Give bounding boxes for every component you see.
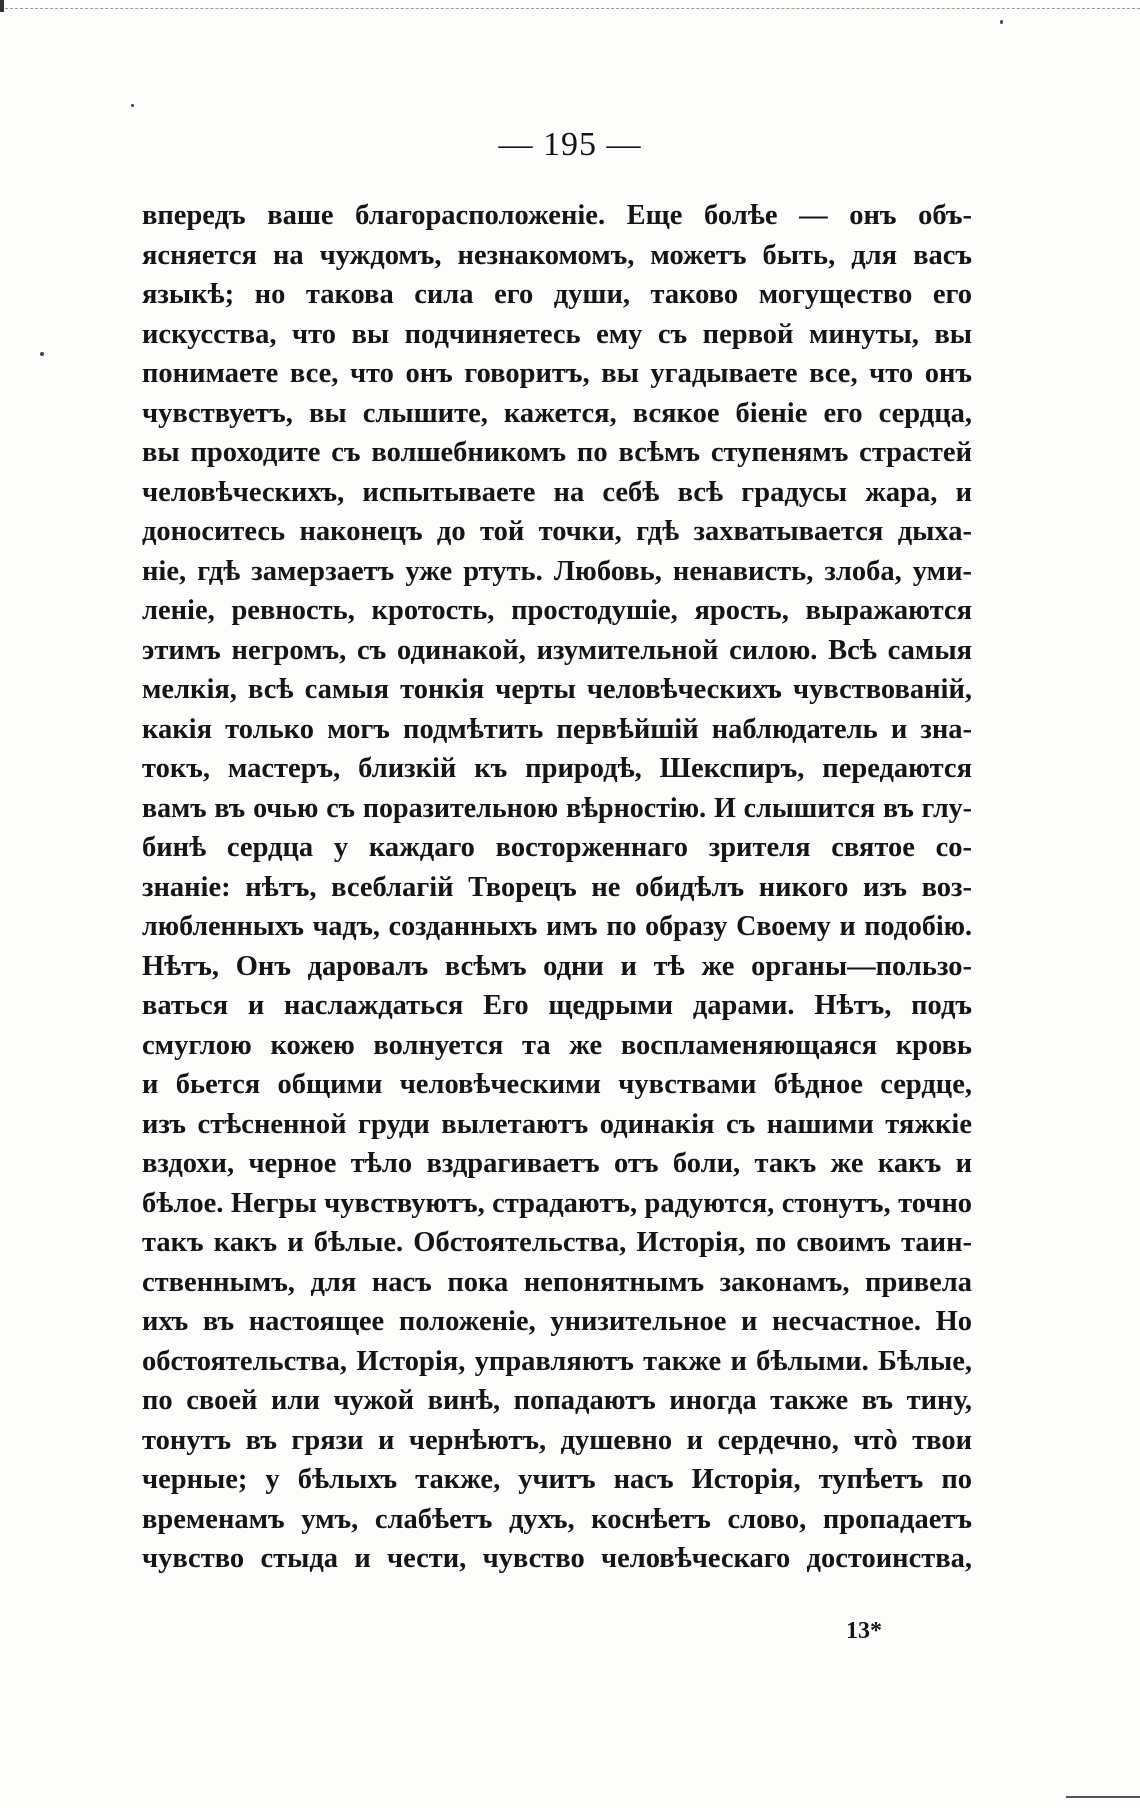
text-line: чувствуетъ, вы слышите, кажется, всякое біеніе его сердца, xyxy=(142,397,972,429)
text-line: языкѣ; но такова сила его души, таково могущество его xyxy=(142,279,972,310)
text-line: бинѣ сердца у каждаго восторженнаго зрителя святое со- xyxy=(142,832,972,863)
scan-corner-mark xyxy=(0,0,4,12)
text-line: временамъ умъ, слабѣетъ духъ, коснѣетъ слово, пропадаетъ xyxy=(142,1503,972,1535)
text-line: тонутъ въ грязи и чернѣютъ, душевно и сердечно, чтò твои xyxy=(142,1424,972,1456)
text-line: понимаете все, что онъ говоритъ, вы угадываете все, что онъ xyxy=(142,358,972,389)
signature-mark: 13* xyxy=(846,1618,882,1644)
text-line: Нѣтъ, Онъ даровалъ всѣмъ одни и тѣ же органы—пользо- xyxy=(142,950,972,982)
scan-top-edge xyxy=(0,0,1140,9)
text-line: смуглою кожею волнуется та же воспламеняющаяся кровь xyxy=(142,1029,972,1061)
text-line: ственнымъ, для насъ пока непонятнымъ законамъ, привела xyxy=(142,1266,972,1298)
text-line: ясняется на чуждомъ, незнакомомъ, можетъ быть, для васъ xyxy=(142,239,972,271)
text-line: доноситесь наконецъ до той точки, гдѣ захватывается дыха- xyxy=(142,516,972,547)
ink-speck xyxy=(131,104,134,107)
text-line: любленныхъ чадъ, созданныхъ имъ по образу Своему и подобію. xyxy=(142,911,972,942)
ink-speck xyxy=(40,352,44,356)
text-line: знаніе: нѣтъ, всеблагій Творецъ не обидѣлъ никого изъ воз- xyxy=(142,871,972,903)
text-line: ихъ въ настоящее положеніе, унизительное и несчастное. Но xyxy=(142,1306,972,1337)
text-line: вамъ въ очью съ поразительною вѣрностію. И слышится въ глу- xyxy=(142,792,972,824)
footer-rule xyxy=(1066,1796,1140,1798)
text-line: вы проходите съ волшебникомъ по всѣмъ ступенямъ страстей xyxy=(142,437,972,468)
body-text xyxy=(142,196,972,1579)
text-line: ніе, гдѣ замерзаетъ уже ртуть. Любовь, ненависть, злоба, уми- xyxy=(142,555,972,587)
text-line: ваться и наслаждаться Его щедрыми дарами. Нѣтъ, подъ xyxy=(142,990,972,1021)
text-line: впередъ ваше благорасположеніе. Еще болѣе — онъ объ- xyxy=(142,200,972,231)
text-line: по своей или чужой винѣ, попадаютъ иногда также въ тину, xyxy=(142,1385,972,1416)
text-line: какія только могъ подмѣтить первѣйшій наблюдатель и зна- xyxy=(142,713,972,745)
text-line: леніе, ревность, кротость, простодушіе, ярость, выражаются xyxy=(142,595,972,626)
text-line: чувство стыда и чести, чувство человѣческаго достоинства, xyxy=(142,1543,972,1574)
text-line: мелкія, всѣ самыя тонкія черты человѣческихъ чувствованій, xyxy=(142,674,972,705)
text-line: черные; у бѣлыхъ также, учитъ насъ Исторія, тупѣетъ по xyxy=(142,1464,972,1495)
text-line: изъ стѣсненной груди вылетаютъ одинакія съ нашими тяжкіе xyxy=(142,1108,972,1140)
text-line: человѣческихъ, испытываете на себѣ всѣ градусы жара, и xyxy=(142,476,972,508)
text-line: такъ какъ и бѣлые. Обстоятельства, Исторія, по своимъ таин- xyxy=(142,1227,972,1258)
text-line: бѣлое. Негры чувствуютъ, страдаютъ, радуются, стонутъ, точно xyxy=(142,1187,972,1219)
text-line: токъ, мастеръ, близкій къ природѣ, Шекспиръ, передаются xyxy=(142,753,972,784)
text-line: этимъ негромъ, съ одинакой, изумительной силою. Всѣ самыя xyxy=(142,634,972,666)
text-line: вздохи, черное тѣло вздрагиваетъ отъ боли, такъ же какъ и xyxy=(142,1148,972,1179)
text-line: искусства, что вы подчиняетесь ему съ первой минуты, вы xyxy=(142,318,972,350)
ink-speck xyxy=(1000,20,1003,24)
text-line: и бьется общими человѣческими чувствами бѣдное сердце, xyxy=(142,1069,972,1100)
page-number: — 195 — xyxy=(498,126,642,163)
text-line: обстоятельства, Исторія, управляютъ также и бѣлыми. Бѣлые, xyxy=(142,1345,972,1377)
